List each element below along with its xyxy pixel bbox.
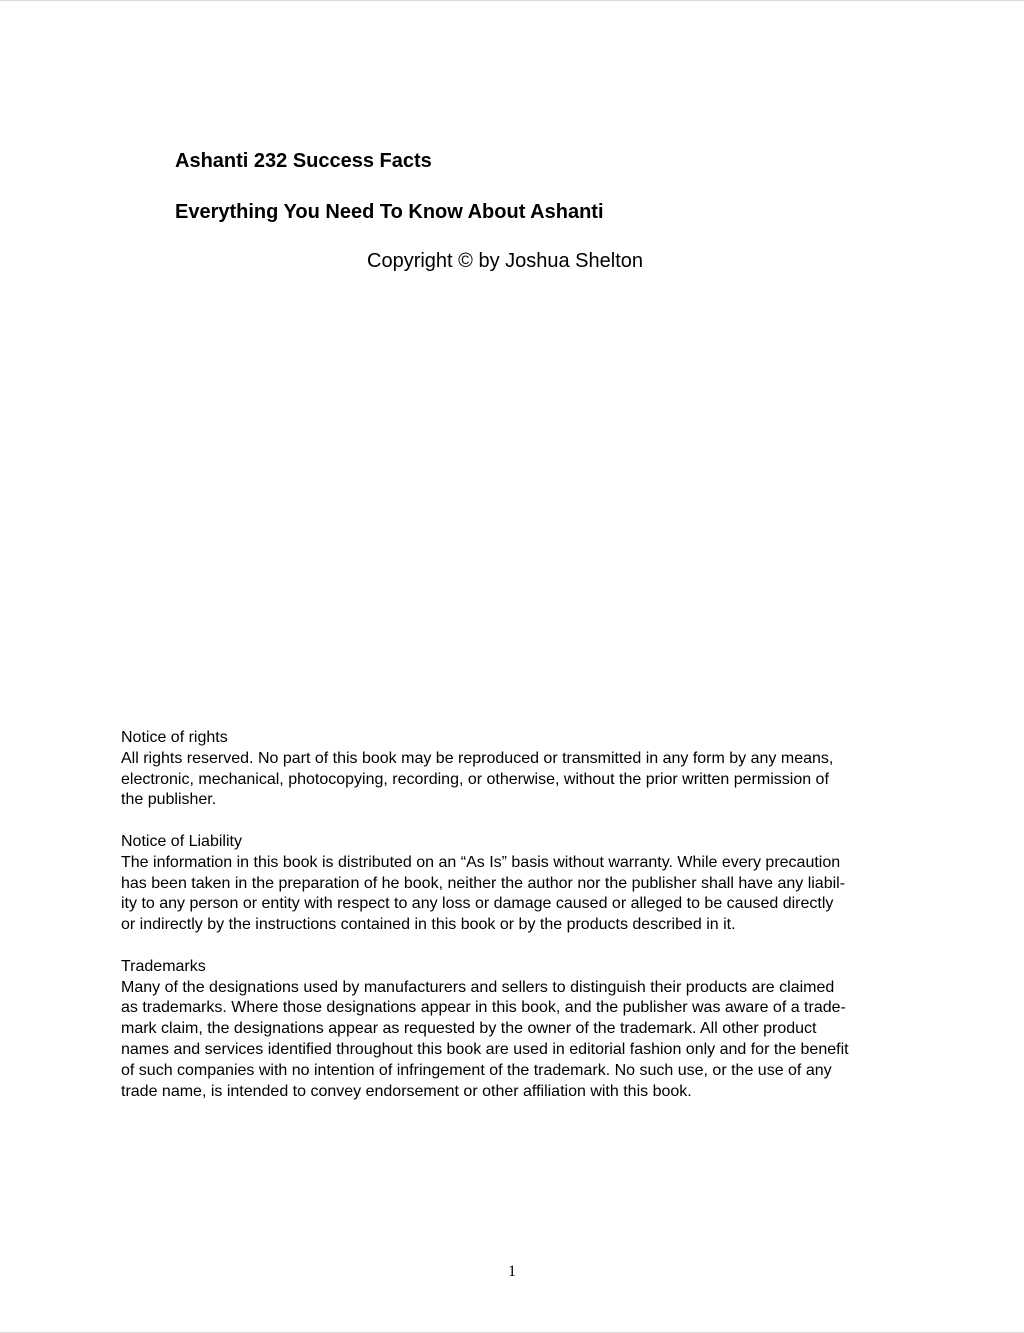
book-title: Ashanti 232 Success Facts: [175, 150, 432, 172]
legal-notices: [121, 728, 911, 1123]
notice-body: Many of the designations used by manufacturers and sellers to distinguish their products are claimed as trademarks. Where those designations appear in this book, and the publisher was aware of a trade- mark claim, the designations appear as requested by the owner of the trademark. All other product names and services identified throughout this book are used in editorial fashion only and for the benefit of such companies with no intention of infringement of the trademark. No such use, or the use of any trade name, is intended to convey endorsement or other affiliation with this book.: [121, 978, 849, 1100]
trademarks-notice: [121, 957, 911, 1103]
notice-body: The information in this book is distributed on an “As Is” basis without warranty. While every precaution has been taken in the preparation of he book, neither the author nor the publisher shall have any liabil- ity to any person or entity with respect to any loss or damage caused or alleged to be caused directly or indirectly by the instructions contained in this book or by the products described in it.: [121, 853, 846, 934]
notice-of-rights: [121, 728, 911, 811]
notice-heading: Trademarks: [121, 957, 206, 975]
notice-of-liability: [121, 832, 911, 936]
book-subtitle: Everything You Need To Know About Ashanti: [175, 201, 604, 223]
notice-heading: Notice of rights: [121, 729, 228, 746]
copyright-line: Copyright © by Joshua Shelton: [367, 250, 644, 272]
notice-heading: Notice of Liability: [121, 832, 242, 850]
page-number: 1: [508, 1263, 516, 1280]
notice-body: All rights reserved. No part of this book may be reproduced or transmitted in any form by any means, electronic, mechanical, photocopying, recording, or otherwise, without the prior written permission of the publisher.: [121, 749, 834, 809]
